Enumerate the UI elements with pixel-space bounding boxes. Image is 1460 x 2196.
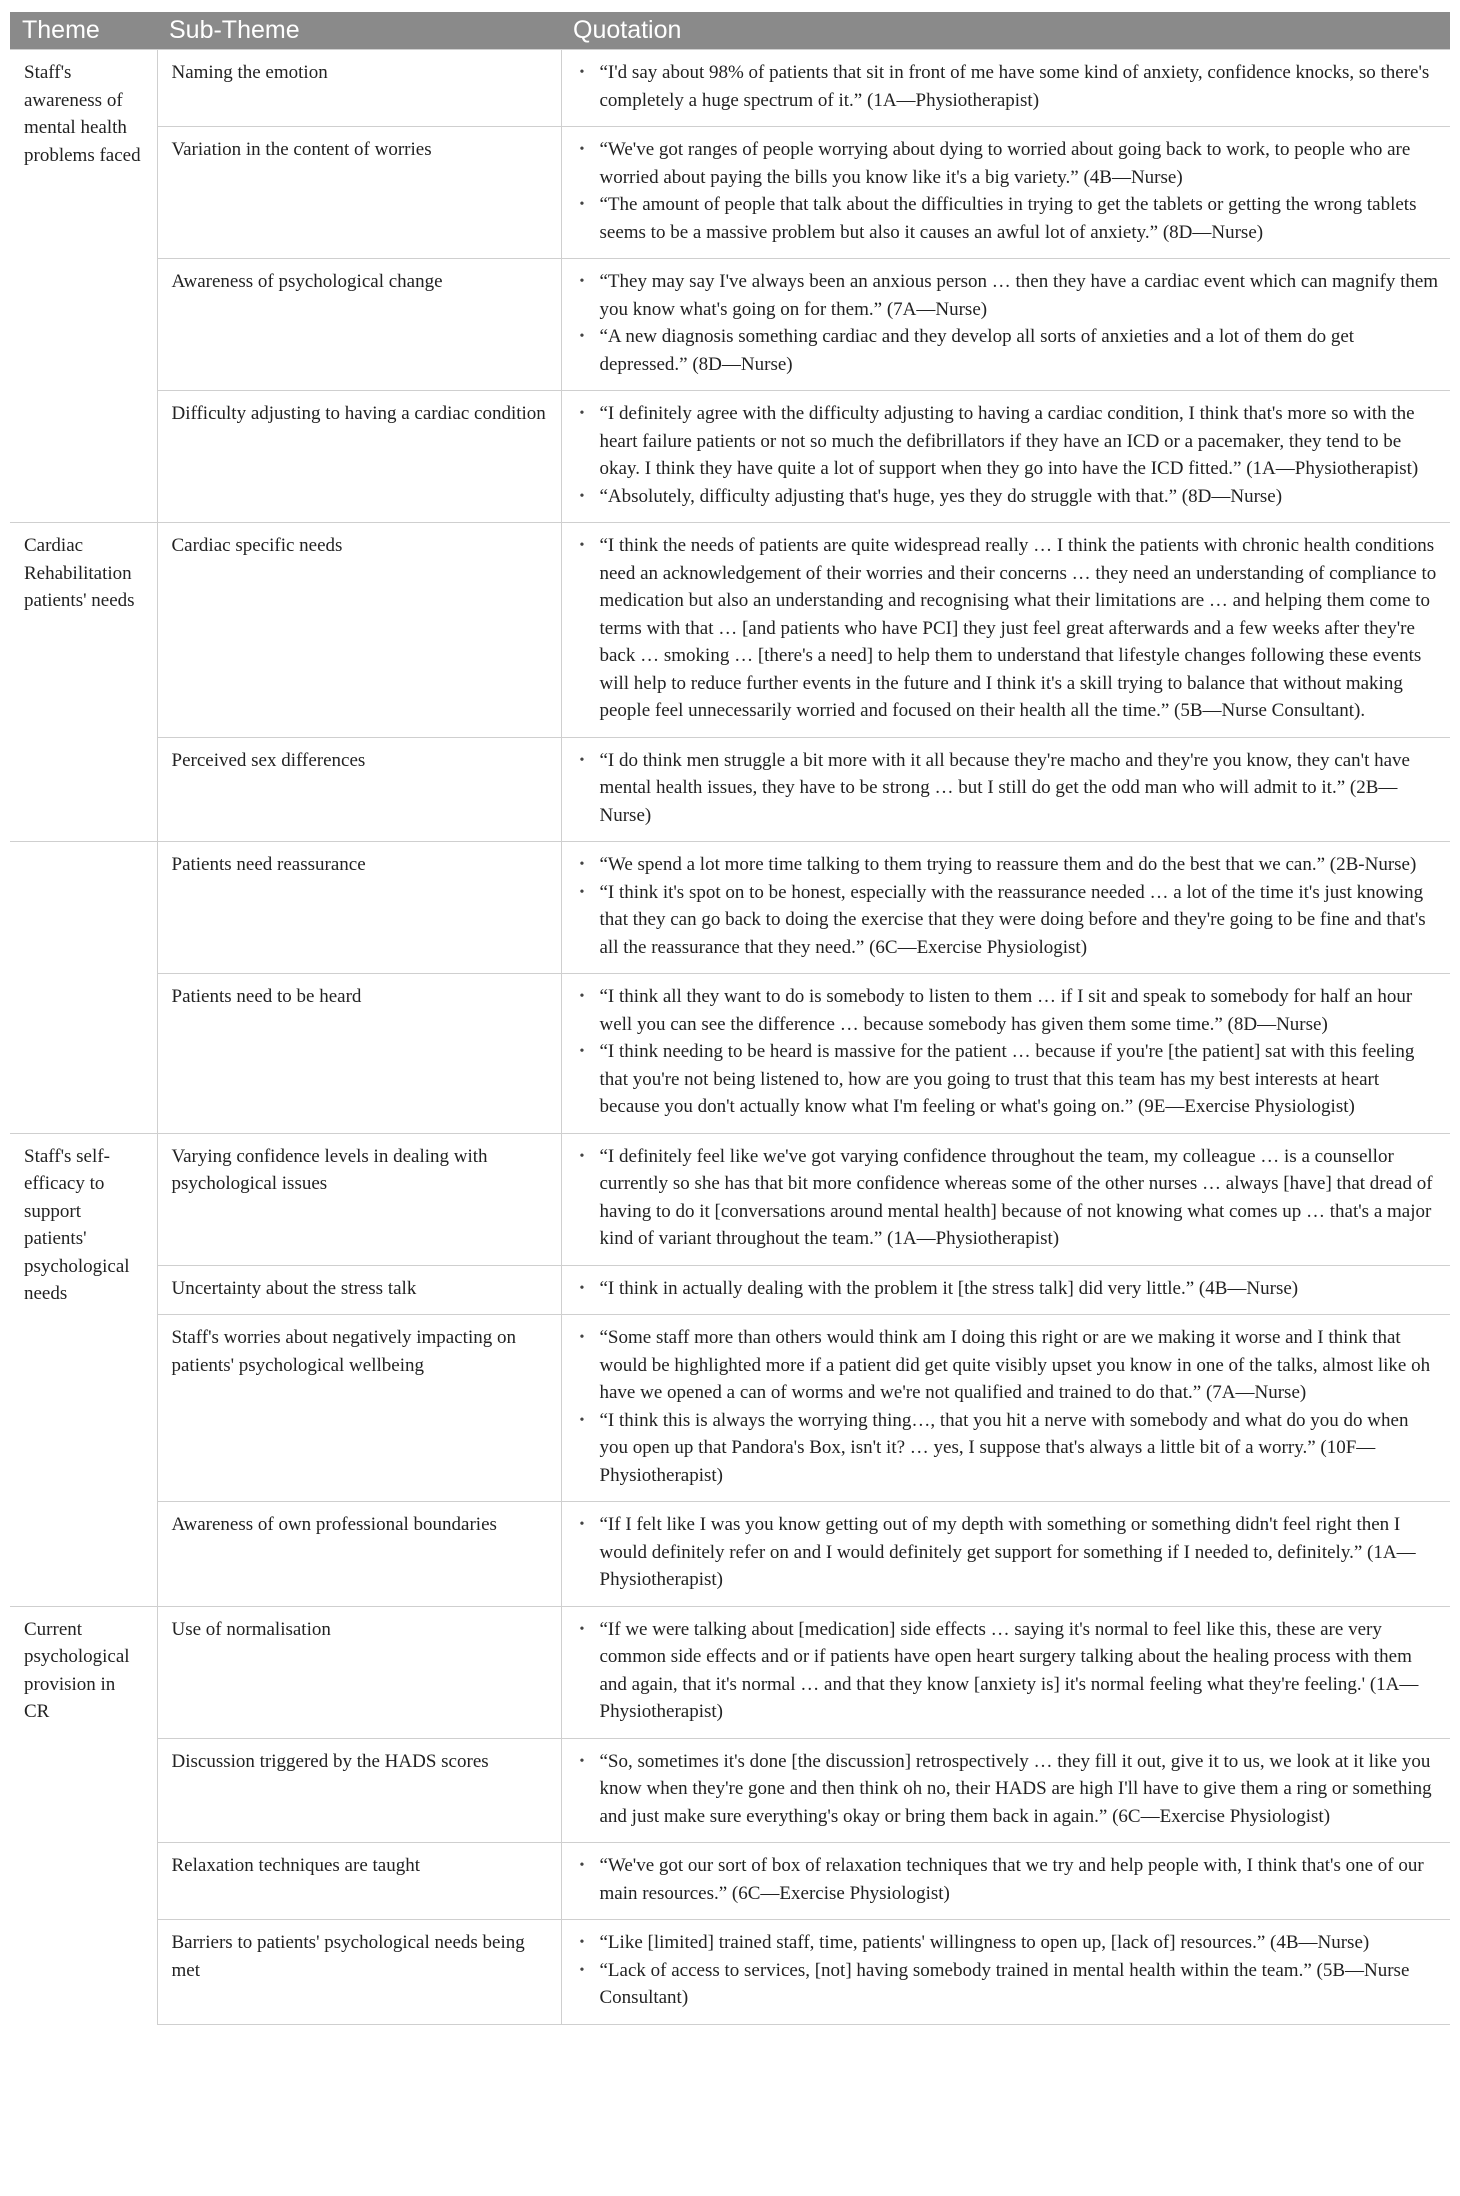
bullet-icon: • — [579, 406, 585, 421]
bullet-icon: • — [579, 1621, 585, 1637]
bullet-icon: • — [579, 488, 585, 504]
quotation-item — [574, 59, 1441, 114]
quotation-text: “If we were talking about [medication] side effects … saying it's normal to feel like this, these are very common side effects and or if patients have open heart surgery talking about the healing process with them and again, that it's normal … and that they know [anxiety is] it's normal feeling what they're feeling.' (1A—Physiotherapist) — [599, 1618, 1419, 1722]
table-row — [10, 1315, 1450, 1502]
quotation-item — [574, 323, 1441, 378]
bullet-icon: • — [579, 752, 585, 768]
sub-theme-cell: Staff's worries about negatively impacting on patients' psychological wellbeing — [157, 1315, 561, 1502]
bullet-icon: • — [579, 1858, 585, 1873]
quotation-text: “I think this is always the worrying thing…, that you hit a nerve with somebody and what do you do when you open up that Pandora's Box, isn't it? … yes, I suppose that's always a little bit of a worry.” (10F—Physiotherapist) — [599, 1409, 1409, 1486]
sub-theme-cell: Difficulty adjusting to having a cardiac condition — [157, 391, 561, 523]
sub-theme-cell: Variation in the content of worries — [157, 127, 561, 259]
quotation-text: “If I felt like I was you know getting out of my depth with something or something didn't feel right then I would definitely refer on and I would definitely get support for something if I needed to, definitely.” (1A—Physiotherapist) — [599, 1514, 1416, 1590]
quotation-item — [574, 1929, 1441, 1957]
quotation-item — [574, 400, 1441, 483]
quotation-text: “We've got our sort of box of relaxation techniques that we try and help people with, I think that's one of our main resources.” (6C—Exercise Physiologist) — [599, 1855, 1424, 1904]
theme-cell: Cardiac Rehabilitation patients' needs — [10, 523, 157, 842]
header-quotation: Quotation — [561, 12, 1450, 50]
table-row — [10, 50, 1450, 127]
bullet-icon: • — [579, 989, 585, 1004]
quotation-item — [574, 1324, 1441, 1407]
sub-theme-cell: Uncertainty about the stress talk — [157, 1265, 561, 1315]
quotation-text: “I think all they want to do is somebody to listen to them … if I sit and speak to somebody for half an hour well you can see the difference … because somebody has given them some time.” (8D—Nurse) — [599, 986, 1413, 1035]
bullet-icon: • — [579, 1517, 585, 1532]
quotation-text: “I do think men struggle a bit more with it all because they're macho and they're you know, they can't have mental health issues, they have to be strong … but I still do get the odd man who will admit to it.” (2B—Nurse) — [599, 749, 1410, 826]
table-row — [10, 1843, 1450, 1920]
sub-theme-cell: Cardiac specific needs — [157, 523, 561, 738]
quotation-cell — [561, 259, 1450, 391]
sub-theme-cell: Naming the emotion — [157, 50, 561, 127]
bullet-icon: • — [579, 1962, 585, 1978]
quotation-item — [574, 483, 1441, 511]
theme-cell: Current psychological provision in CR — [10, 1606, 157, 2024]
quotation-text: “We spend a lot more time talking to them trying to reassure them and do the best that we can.” (2B-Nurse) — [599, 854, 1417, 875]
quotation-cell — [561, 737, 1450, 842]
bullet-icon: • — [579, 329, 585, 344]
quotation-text: “The amount of people that talk about the difficulties in trying to get the tablets or getting the wrong tablets seems to be a massive problem but also it causes an awful lot of anxiety.” (8D—Nurse) — [599, 194, 1417, 243]
themes-table — [10, 12, 1450, 2025]
bullet-icon: • — [579, 1044, 585, 1059]
quotation-item — [574, 1852, 1441, 1907]
quotation-item — [574, 1038, 1441, 1121]
bullet-icon: • — [579, 197, 585, 212]
quotation-text: “I think it's spot on to be honest, especially with the reassurance needed … a lot of the time it's just knowing that they can go back to doing the exercise that they were doing before and they're going to be fine and that's all the reassurance that they need.” (6C—Exercise Physiologist) — [599, 881, 1426, 958]
quotation-item — [574, 983, 1441, 1038]
quotation-cell — [561, 1133, 1450, 1265]
quotation-item — [574, 747, 1441, 830]
bullet-icon: • — [579, 142, 585, 157]
bullet-icon: • — [579, 884, 585, 900]
bullet-icon: • — [579, 274, 585, 289]
quotation-item — [574, 851, 1441, 879]
quotation-item — [574, 1748, 1441, 1831]
table-row — [10, 1606, 1450, 1738]
quotation-cell — [561, 1502, 1450, 1607]
quotation-text: “Absolutely, difficulty adjusting that's huge, yes they do struggle with that.” (8D—Nurse) — [599, 485, 1283, 507]
quotation-cell — [561, 974, 1450, 1134]
bullet-icon: • — [579, 1753, 585, 1769]
bullet-icon: • — [579, 538, 585, 553]
quotation-cell — [561, 127, 1450, 259]
quotation-cell — [561, 1738, 1450, 1843]
quotation-text: “So, sometimes it's done [the discussion] retrospectively … they fill it out, give it to us, we look at it like you know when they're gone and then think oh no, their HADS are high I'll have to give them a ring or something and just make sure everything's okay or bring them back in again.” (6C—Exercise Physiologist) — [599, 1750, 1432, 1827]
sub-theme-cell: Discussion triggered by the HADS scores — [157, 1738, 561, 1843]
table-row — [10, 1738, 1450, 1843]
quotation-item — [574, 1957, 1441, 2012]
sub-theme-cell: Patients need to be heard — [157, 974, 561, 1134]
quotation-item — [574, 268, 1441, 323]
table-row — [10, 1133, 1450, 1265]
table-row — [10, 523, 1450, 738]
quotation-item — [574, 879, 1441, 962]
quotation-item — [574, 1275, 1441, 1303]
quotation-item — [574, 1511, 1441, 1594]
quotation-cell — [561, 391, 1450, 523]
sub-theme-cell: Awareness of psychological change — [157, 259, 561, 391]
quotation-cell — [561, 1606, 1450, 1738]
quotation-cell — [561, 1265, 1450, 1315]
table-row — [10, 974, 1450, 1134]
table-row — [10, 259, 1450, 391]
sub-theme-cell: Use of normalisation — [157, 1606, 561, 1738]
table-row — [10, 842, 1450, 974]
sub-theme-cell: Varying confidence levels in dealing with psychological issues — [157, 1133, 561, 1265]
quotation-item — [574, 532, 1441, 725]
quotation-item — [574, 1616, 1441, 1726]
quotation-text: “Like [limited] trained staff, time, patients' willingness to open up, [lack of] resources.” (4B—Nurse) — [599, 1932, 1370, 1953]
quotation-table-container — [10, 12, 1450, 2025]
sub-theme-cell: Relaxation techniques are taught — [157, 1843, 561, 1920]
quotation-text: “Lack of access to services, [not] having somebody trained in mental health within the team.” (5B—Nurse Consultant) — [599, 1959, 1410, 2008]
bullet-icon: • — [579, 1412, 585, 1428]
table-row — [10, 737, 1450, 842]
theme-cell: Staff's awareness of mental health problems faced — [10, 50, 157, 523]
bullet-icon: • — [579, 65, 585, 80]
sub-theme-cell: Awareness of own professional boundaries — [157, 1502, 561, 1607]
bullet-icon: • — [579, 1148, 585, 1164]
quotation-text: “I'd say about 98% of patients that sit in front of me have some kind of anxiety, confidence knocks, so there's completely a huge spectrum of it.” (1A—Physiotherapist) — [599, 62, 1430, 111]
header-sub-theme: Sub-Theme — [157, 12, 561, 50]
quotation-text: “Some staff more than others would think am I doing this right or are we making it worse and I think that would be highlighted more if a patient did get quite visibly upset you know in one of the talks, almost like oh have we opened a can of worms and we're not qualified and trained to do that.” (7A—Nurse) — [599, 1327, 1431, 1403]
table-row — [10, 1920, 1450, 2025]
quotation-item — [574, 191, 1441, 246]
quotation-cell — [561, 842, 1450, 974]
quotation-text: “I think the needs of patients are quite widespread really … I think the patients with chronic health conditions need an acknowledgement of their worries and their concerns … they need an understanding of compliance to medication but also an understanding and recognising what their limitations are … and helping them come to terms with that … [and patients who have PCI] they just feel great afterwards and a few weeks after they're back … smoking … [there's a need] to help them to understand that lifestyle changes following these events will help to reduce further events in the future and I think it's a skill trying to balance that without making people feel unnecessarily worried and focused on their health all the time.” (5B—Nurse Consultant). — [599, 535, 1437, 721]
quotation-cell — [561, 1843, 1450, 1920]
quotation-cell — [561, 1920, 1450, 2025]
bullet-icon: • — [579, 857, 585, 872]
table-row — [10, 1502, 1450, 1607]
table-row — [10, 391, 1450, 523]
quotation-item — [574, 136, 1441, 191]
theme-cell: Staff's self-efficacy to support patients' psychological needs — [10, 1133, 157, 1606]
quotation-text: “A new diagnosis something cardiac and they develop all sorts of anxieties and a lot of them do get depressed.” (8D—Nurse) — [599, 326, 1355, 375]
quotation-text: “We've got ranges of people worrying about dying to worried about going back to work, to people who are worried about paying the bills you know like it's a big variety.” (4B—Nurse) — [599, 139, 1411, 188]
quotation-item — [574, 1143, 1441, 1253]
quotation-cell — [561, 1315, 1450, 1502]
quotation-text: “I think in actually dealing with the problem it [the stress talk] did very little.” (4B—Nurse) — [599, 1277, 1299, 1299]
bullet-icon: • — [579, 1280, 585, 1296]
quotation-cell — [561, 50, 1450, 127]
bullet-icon: • — [579, 1330, 585, 1345]
theme-cell — [10, 842, 157, 1134]
quotation-text: “I definitely feel like we've got varying confidence throughout the team, my colleague … is a counsellor currently so she has that bit more confidence whereas some of the other nurses … always [have] that dread of having to do it [conversations around mental health] because of not knowing what comes up … that's a major kind of variant throughout the team.” (1A—Physiotherapist) — [599, 1145, 1433, 1249]
header-theme: Theme — [10, 12, 157, 50]
bullet-icon: • — [579, 1935, 585, 1950]
sub-theme-cell: Barriers to patients' psychological needs being met — [157, 1920, 561, 2025]
header-row — [10, 12, 1450, 50]
table-row — [10, 127, 1450, 259]
quotation-text: “They may say I've always been an anxious person … then they have a cardiac event which can magnify them you know what's going on for them.” (7A—Nurse) — [599, 271, 1439, 320]
quotation-text: “I think needing to be heard is massive for the patient … because if you're [the patient] sat with this feeling that you're not being listened to, how are you going to trust that this team has my best interests at heart because you don't actually know what I'm feeling or what's going on.” (9E—Exercise Physiologist) — [599, 1041, 1415, 1117]
table-body — [10, 50, 1450, 2025]
table-row — [10, 1265, 1450, 1315]
quotation-item — [574, 1407, 1441, 1490]
quotation-text: “I definitely agree with the difficulty adjusting to having a cardiac condition, I think that's more so with the heart failure patients or not so much the defibrillators if they have an ICD or a pacemaker, they tend to be okay. I think they have quite a lot of support when they go into have the ICD fitted.” (1A—Physiotherapist) — [599, 403, 1419, 479]
sub-theme-cell: Patients need reassurance — [157, 842, 561, 974]
sub-theme-cell: Perceived sex differences — [157, 737, 561, 842]
quotation-cell — [561, 523, 1450, 738]
